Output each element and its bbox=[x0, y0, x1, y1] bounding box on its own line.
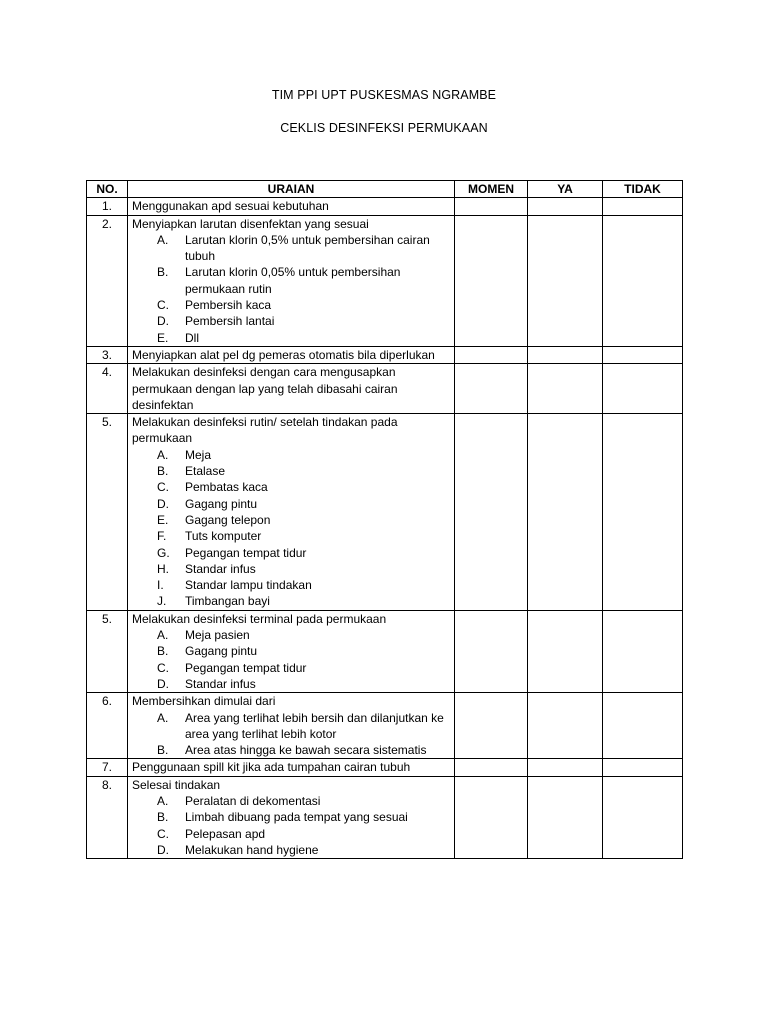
checkbox-cell-momen[interactable] bbox=[455, 610, 528, 692]
checkbox-cell-ya[interactable] bbox=[528, 776, 603, 858]
sub-item-letter: H. bbox=[157, 561, 169, 576]
sub-item-text: Peralatan di dekomentasi bbox=[185, 793, 321, 808]
sub-item-letter: C. bbox=[157, 480, 169, 495]
sub-item-text: Gagang pintu bbox=[185, 496, 258, 511]
sub-item-text: Gagang telepon bbox=[185, 512, 271, 527]
sub-item-text: Larutan klorin 0,5% untuk pembersihan cairan tubuh bbox=[185, 232, 430, 264]
sub-item-letter: A. bbox=[157, 793, 169, 808]
row-description: Melakukan desinfeksi dengan cara mengusapkan permukaan dengan lap yang telah dibasahi cairan desinfektan bbox=[132, 365, 398, 412]
sub-item-text: Pembatas kaca bbox=[185, 480, 268, 495]
sub-item-text: Meja pasien bbox=[185, 628, 250, 643]
column-header-tidak: TIDAK bbox=[603, 181, 683, 198]
checkbox-cell-momen[interactable] bbox=[455, 759, 528, 776]
sub-item-text: Etalase bbox=[185, 464, 226, 479]
sub-item bbox=[132, 313, 450, 329]
sub-item bbox=[132, 793, 450, 809]
sub-item bbox=[132, 264, 450, 297]
checkbox-cell-tidak[interactable] bbox=[603, 610, 683, 692]
sub-item-text: Pelepasan apd bbox=[185, 826, 266, 841]
checkbox-cell-momen[interactable] bbox=[455, 693, 528, 759]
sub-item-text: Dll bbox=[185, 330, 199, 345]
sub-item bbox=[132, 463, 450, 479]
sub-item bbox=[132, 826, 450, 842]
checkbox-cell-tidak[interactable] bbox=[603, 414, 683, 611]
table-row bbox=[87, 610, 683, 692]
table-row bbox=[87, 693, 683, 759]
sub-item bbox=[132, 660, 450, 676]
sub-item-letter: D. bbox=[157, 496, 169, 511]
row-description-cell bbox=[128, 215, 455, 346]
sub-item-text: Melakukan hand hygiene bbox=[185, 842, 319, 857]
sub-item bbox=[132, 496, 450, 512]
sub-item-letter: A. bbox=[157, 232, 169, 247]
row-description-cell bbox=[128, 610, 455, 692]
column-header-momen: MOMEN bbox=[455, 181, 528, 198]
checkbox-cell-ya[interactable] bbox=[528, 346, 603, 363]
table-row bbox=[87, 364, 683, 414]
sub-item-letter: D. bbox=[157, 842, 169, 857]
checkbox-cell-momen[interactable] bbox=[455, 414, 528, 611]
sub-item bbox=[132, 742, 450, 758]
row-description: Menyiapkan larutan disenfektan yang sesuai bbox=[132, 216, 369, 231]
sub-item-letter: G. bbox=[157, 545, 170, 560]
column-header-uraian: URAIAN bbox=[128, 181, 455, 198]
row-number: 3. bbox=[87, 346, 128, 363]
sub-item-text: Timbangan bayi bbox=[185, 594, 270, 609]
checkbox-cell-momen[interactable] bbox=[455, 776, 528, 858]
sub-item-text: Standar infus bbox=[185, 676, 256, 691]
row-number: 8. bbox=[87, 776, 128, 858]
sub-item-letter: E. bbox=[157, 512, 169, 527]
sub-item-letter: C. bbox=[157, 660, 169, 675]
checkbox-cell-ya[interactable] bbox=[528, 610, 603, 692]
checkbox-cell-tidak[interactable] bbox=[603, 364, 683, 414]
sub-item-text: Standar lampu tindakan bbox=[185, 578, 312, 593]
row-number: 4. bbox=[87, 364, 128, 414]
checkbox-cell-ya[interactable] bbox=[528, 759, 603, 776]
sub-item bbox=[132, 842, 450, 858]
sub-item-letter: A. bbox=[157, 628, 169, 643]
table-row bbox=[87, 776, 683, 858]
table-row bbox=[87, 414, 683, 611]
table-row bbox=[87, 759, 683, 776]
row-number: 5. bbox=[87, 414, 128, 611]
row-description-cell bbox=[128, 776, 455, 858]
sub-item-text: Pegangan tempat tidur bbox=[185, 545, 307, 560]
sub-item-text: Standar infus bbox=[185, 561, 256, 576]
sub-item-letter: A. bbox=[157, 447, 169, 462]
document-title: TIM PPI UPT PUSKESMAS NGRAMBE bbox=[271, 88, 497, 102]
checkbox-cell-tidak[interactable] bbox=[603, 759, 683, 776]
row-description-cell bbox=[128, 693, 455, 759]
sub-item bbox=[132, 545, 450, 561]
checkbox-cell-tidak[interactable] bbox=[603, 776, 683, 858]
sub-item bbox=[132, 447, 450, 463]
sub-item-letter: F. bbox=[157, 529, 167, 544]
row-description: Menyiapkan alat pel dg pemeras otomatis bila diperlukan bbox=[132, 347, 435, 362]
row-description: Membersihkan dimulai dari bbox=[132, 694, 276, 709]
checkbox-cell-tidak[interactable] bbox=[603, 198, 683, 215]
sub-item-text: Limbah dibuang pada tempat yang sesuai bbox=[185, 810, 408, 825]
sub-item-text: Tuts komputer bbox=[185, 529, 262, 544]
sub-item-letter: B. bbox=[157, 810, 169, 825]
row-number: 2. bbox=[87, 215, 128, 346]
row-description: Menggunakan apd sesuai kebutuhan bbox=[132, 199, 329, 214]
sub-item bbox=[132, 297, 450, 313]
column-header-no: NO. bbox=[87, 181, 128, 198]
sub-item-letter: D. bbox=[157, 314, 169, 329]
document-subtitle: CEKLIS DESINFEKSI PERMUKAAN bbox=[280, 121, 488, 135]
row-description: Melakukan desinfeksi terminal pada permukaan bbox=[132, 611, 387, 626]
sub-item-text: Meja bbox=[185, 447, 212, 462]
sub-item-letter: B. bbox=[157, 743, 169, 758]
row-description-cell bbox=[128, 346, 455, 363]
checkbox-cell-momen[interactable] bbox=[455, 346, 528, 363]
sub-item-text: Pembersih kaca bbox=[185, 298, 272, 313]
sub-item bbox=[132, 809, 450, 825]
row-description: Melakukan desinfeksi rutin/ setelah tindakan pada permukaan bbox=[132, 415, 398, 446]
column-header-ya: YA bbox=[528, 181, 603, 198]
sub-item bbox=[132, 528, 450, 544]
table-row bbox=[87, 198, 683, 215]
table-row bbox=[87, 346, 683, 363]
sub-item bbox=[132, 593, 450, 609]
checkbox-cell-ya[interactable] bbox=[528, 198, 603, 215]
row-number: 5. bbox=[87, 610, 128, 692]
sub-item-letter: E. bbox=[157, 330, 169, 345]
checkbox-cell-tidak[interactable] bbox=[603, 693, 683, 759]
checkbox-cell-tidak[interactable] bbox=[603, 346, 683, 363]
sub-item-letter: I. bbox=[157, 578, 164, 593]
row-description: Penggunaan spill kit jika ada tumpahan cairan tubuh bbox=[132, 760, 411, 775]
checkbox-cell-ya[interactable] bbox=[528, 414, 603, 611]
sub-item-text: Pembersih lantai bbox=[185, 314, 275, 329]
sub-item bbox=[132, 512, 450, 528]
row-number: 1. bbox=[87, 198, 128, 215]
sub-item-text: Pegangan tempat tidur bbox=[185, 660, 307, 675]
sub-item-text: Larutan klorin 0,05% untuk pembersihan permukaan rutin bbox=[185, 265, 401, 296]
sub-item-text: Area yang terlihat lebih bersih dan dilanjutkan ke area yang terlihat lebih kotor bbox=[185, 710, 444, 741]
row-number: 6. bbox=[87, 693, 128, 759]
row-description: Selesai tindakan bbox=[132, 777, 221, 792]
sub-item-letter: B. bbox=[157, 464, 169, 479]
sub-item bbox=[132, 232, 450, 265]
sub-item bbox=[132, 676, 450, 692]
sub-item-text: Gagang pintu bbox=[185, 644, 258, 659]
sub-item-letter: C. bbox=[157, 826, 169, 841]
sub-item-letter: B. bbox=[157, 644, 169, 659]
sub-item bbox=[132, 643, 450, 659]
sub-item bbox=[132, 330, 450, 346]
checkbox-cell-ya[interactable] bbox=[528, 215, 603, 346]
checkbox-cell-ya[interactable] bbox=[528, 364, 603, 414]
sub-item bbox=[132, 627, 450, 643]
sub-item bbox=[132, 561, 450, 577]
checkbox-cell-ya[interactable] bbox=[528, 693, 603, 759]
table-row bbox=[87, 215, 683, 346]
checkbox-cell-momen[interactable] bbox=[455, 198, 528, 215]
checkbox-cell-tidak[interactable] bbox=[603, 215, 683, 346]
table-header-row bbox=[87, 181, 683, 198]
sub-item bbox=[132, 479, 450, 495]
row-description-cell bbox=[128, 414, 455, 611]
sub-item-letter: J. bbox=[157, 594, 167, 609]
sub-item-letter: C. bbox=[157, 298, 169, 313]
sub-item bbox=[132, 710, 450, 743]
checkbox-cell-momen[interactable] bbox=[455, 364, 528, 414]
sub-item-text: Area atas hingga ke bawah secara sistematis bbox=[185, 743, 427, 758]
checklist-table bbox=[86, 180, 683, 859]
row-description-cell bbox=[128, 198, 455, 215]
sub-item-letter: B. bbox=[157, 265, 169, 280]
row-description-cell bbox=[128, 364, 455, 414]
checkbox-cell-momen[interactable] bbox=[455, 215, 528, 346]
sub-item-letter: D. bbox=[157, 676, 169, 691]
row-number: 7. bbox=[87, 759, 128, 776]
row-description-cell bbox=[128, 759, 455, 776]
sub-item-letter: A. bbox=[157, 710, 169, 725]
sub-item bbox=[132, 577, 450, 593]
